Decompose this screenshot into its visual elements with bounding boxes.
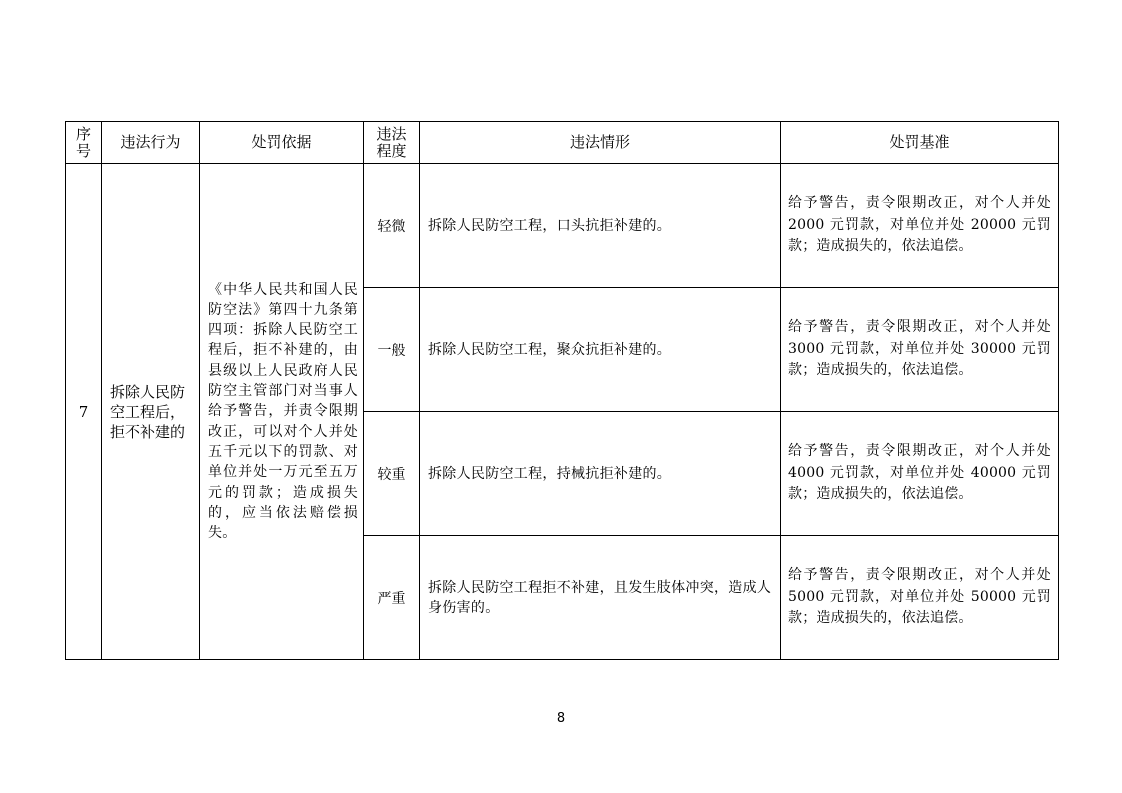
situation-cell: 拆除人民防空工程，口头抗拒补建的。 [420, 164, 781, 288]
standard-cell: 给予警告，责令限期改正，对个人并处5000 元罚款，对单位并处 50000 元罚款；造成损失的，依法追偿。 [781, 536, 1059, 660]
degree-cell: 较重 [364, 412, 420, 536]
situation-cell: 拆除人民防空工程拒不补建，且发生肢体冲突，造成人身伤害的。 [420, 536, 781, 660]
entry-basis: 《中华人民共和国人民防空法》第四十九条第四项：拆除人民防空工程后，拒不补建的，由县级以上人民政府人民防空主管部门对当事人给予警告，并责令限期改正，可以对个人并处五千元以下的罚款、对单位并处一万元至五万元的罚款；造成损失的，应当依法赔偿损失。 [200, 164, 364, 660]
degree-cell: 一般 [364, 288, 420, 412]
header-degree [364, 122, 420, 164]
entry-behavior: 拆除人民防空工程后，拒不补建的 [102, 164, 200, 660]
header-degree-line2: 程度 [376, 141, 407, 160]
header-degree-line1: 违法 [376, 124, 407, 143]
header-row [66, 122, 1059, 164]
degree-cell: 轻微 [364, 164, 420, 288]
header-situation: 违法情形 [420, 122, 781, 164]
table-row [66, 164, 1059, 288]
header-seq-line1: 序 [75, 124, 91, 143]
header-seq [66, 122, 102, 164]
standard-cell: 给予警告，责令限期改正，对个人并处2000 元罚款，对单位并处 20000 元罚款；造成损失的，依法追偿。 [781, 164, 1059, 288]
entry-seq: 7 [66, 164, 102, 660]
page-number: 8 [556, 711, 566, 726]
header-seq-line2: 号 [75, 141, 91, 160]
situation-cell: 拆除人民防空工程，持械抗拒补建的。 [420, 412, 781, 536]
header-basis: 处罚依据 [200, 122, 364, 164]
situation-cell: 拆除人民防空工程，聚众抗拒补建的。 [420, 288, 781, 412]
header-standard: 处罚基准 [781, 122, 1059, 164]
standard-cell: 给予警告，责令限期改正，对个人并处3000 元罚款，对单位并处 30000 元罚款；造成损失的，依法追偿。 [781, 288, 1059, 412]
standard-cell: 给予警告，责令限期改正，对个人并处4000 元罚款，对单位并处 40000 元罚款；造成损失的，依法追偿。 [781, 412, 1059, 536]
penalty-standards-table [65, 121, 1059, 660]
degree-cell: 严重 [364, 536, 420, 660]
header-behavior: 违法行为 [102, 122, 200, 164]
